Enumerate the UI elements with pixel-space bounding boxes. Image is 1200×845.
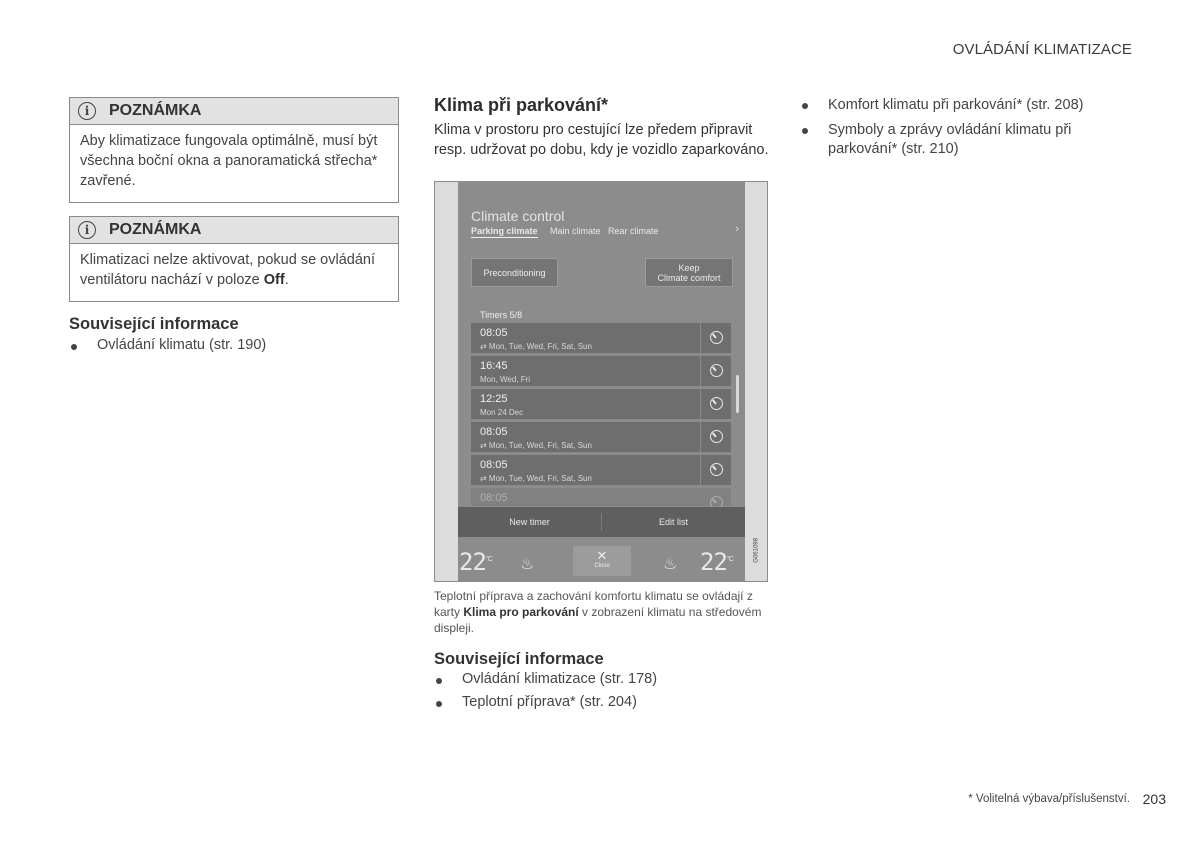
timer-row[interactable]: 12:25 Mon 24 Dec — [471, 389, 731, 420]
page-number: 203 — [1142, 791, 1166, 807]
right-column — [800, 96, 1130, 165]
scrollbar[interactable] — [736, 375, 739, 413]
timer-clock-icon[interactable] — [710, 331, 723, 344]
timer-row[interactable]: 08:05 ⇄ Mon, Tue, Wed, Fri, Sat, Sun — [471, 323, 731, 354]
chevron-right-icon[interactable]: › — [735, 223, 739, 235]
note-box-fan — [69, 216, 399, 302]
timer-row[interactable]: 08:05 — [471, 488, 731, 507]
related-heading: Související informace — [434, 650, 604, 668]
running-header: OVLÁDÁNÍ KLIMATIZACE — [952, 41, 1132, 58]
note-label: POZNÁMKA — [109, 102, 202, 119]
note-header — [70, 98, 398, 125]
timer-clock-icon[interactable] — [710, 430, 723, 443]
figure-caption: Teplotní příprava a zachování komfortu klimatu se ovládají z karty Klima pro parkování v zobrazení klimatu na středovém displeji. — [434, 589, 762, 635]
seat-heat-left-icon[interactable]: ♨ — [520, 556, 535, 573]
section-heading: Klima při parkování* — [434, 95, 609, 115]
related-link[interactable]: Teplotní příprava* (str. 204) — [434, 694, 769, 710]
related-list — [434, 671, 769, 710]
keep-climate-comfort-button[interactable]: Keep Climate comfort — [645, 258, 733, 287]
timer-row[interactable]: 16:45 Mon, Wed, Fri — [471, 356, 731, 387]
passenger-temperature[interactable]: $22^{^\circ C}$ — [700, 548, 733, 576]
preconditioning-button[interactable]: Preconditioning — [471, 258, 558, 287]
timer-clock-icon[interactable] — [710, 463, 723, 476]
tab-parking-climate[interactable]: Parking climate — [471, 226, 538, 236]
edit-list-button[interactable]: Edit list — [658, 517, 688, 527]
related-link[interactable]: Symboly a zprávy ovládání klimatu při parkování* (str. 210) — [800, 121, 1130, 159]
timer-row[interactable]: 08:05 ⇄ Mon, Tue, Wed, Fri, Sat, Sun — [471, 422, 731, 453]
related-link[interactable]: Ovládání klimatizace (str. 178) — [434, 671, 769, 687]
related-list — [69, 337, 399, 353]
new-timer-button[interactable]: New timer — [509, 517, 550, 527]
seat-heat-right-icon[interactable]: ♨ — [663, 556, 678, 573]
screen-title: Climate control — [471, 208, 565, 224]
tab-rear-climate[interactable]: Rear climate — [608, 226, 659, 236]
related-list — [800, 96, 1130, 159]
caption-bold-term: Klima pro parkování — [463, 605, 579, 619]
note-text: Aby klimatizace fungovala optimálně, musí být všechna boční okna a panoramatická střecha* zavřené. — [80, 133, 378, 189]
figure-code: G061098 — [754, 538, 760, 563]
note-box-windows — [69, 97, 399, 203]
note-header — [70, 217, 398, 244]
climate-bar — [458, 542, 745, 581]
timers-label: Timers 5/8 — [480, 310, 523, 320]
section-intro: Klima v prostoru pro cestující lze předem připravit resp. udržovat po dobu, kdy je vozidlo zaparkováno. — [434, 122, 769, 158]
timer-clock-icon[interactable] — [710, 397, 723, 410]
timer-clock-icon[interactable] — [710, 364, 723, 377]
note-text: Klimatizaci nelze aktivovat, pokud se ovládání ventilátoru nachází v poloze Off. — [80, 252, 375, 288]
tab-main-climate[interactable]: Main climate — [550, 226, 601, 236]
close-button[interactable]: ✕ Close — [573, 546, 631, 576]
related-link[interactable]: Komfort klimatu při parkování* (str. 208) — [800, 96, 1130, 115]
note-label: POZNÁMKA — [109, 221, 202, 238]
related-heading: Související informace — [69, 315, 239, 333]
screen-figure — [434, 181, 768, 582]
info-icon: i — [78, 102, 96, 120]
off-keyword: Off — [263, 272, 285, 288]
footnote: * Volitelná výbava/příslušenství. — [968, 793, 1130, 805]
info-icon: i — [78, 221, 96, 239]
timer-action-bar — [458, 507, 745, 537]
driver-temperature[interactable]: $22^{^\circ C}$ — [459, 548, 492, 576]
center-display — [458, 182, 745, 581]
related-link[interactable]: Ovládání klimatu (str. 190) — [69, 337, 399, 353]
close-icon: ✕ — [596, 548, 608, 563]
timer-row[interactable]: 08:05 ⇄ Mon, Tue, Wed, Fri, Sat, Sun — [471, 455, 731, 486]
